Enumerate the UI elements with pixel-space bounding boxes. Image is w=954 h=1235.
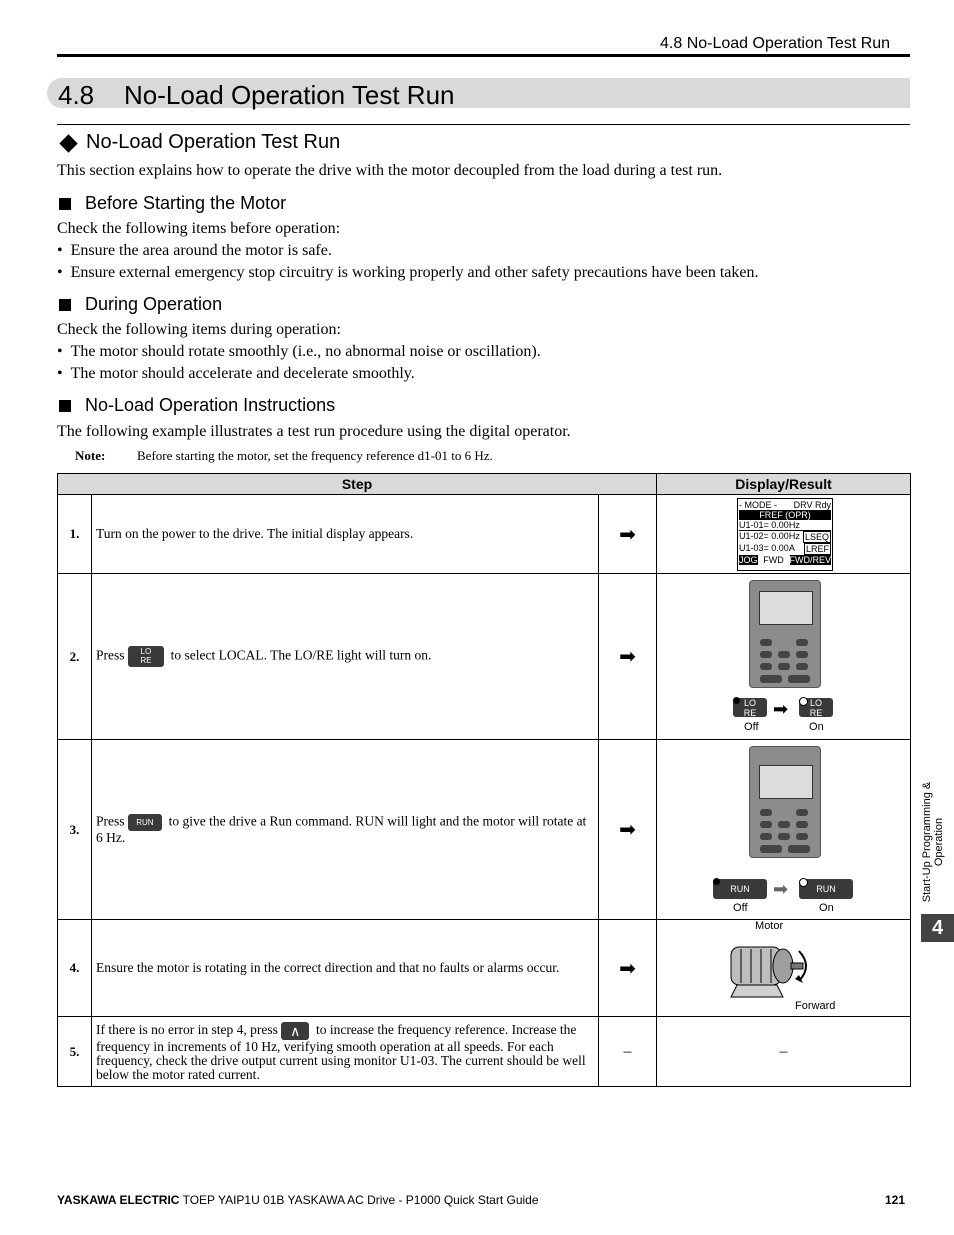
during-item-2: • The motor should accelerate and decelerate smoothly. bbox=[57, 365, 415, 382]
run-key: RUN bbox=[128, 814, 162, 831]
led-off-icon bbox=[713, 878, 720, 885]
lo-re-indicator-off: LO RE bbox=[733, 698, 767, 717]
right-arrow-icon: ➡ bbox=[773, 699, 789, 719]
on-label: On bbox=[819, 902, 834, 914]
diamond-bullet-icon bbox=[59, 134, 77, 152]
keypad-device bbox=[749, 746, 821, 858]
square-bullet-icon bbox=[59, 198, 71, 210]
keypad-device bbox=[749, 580, 821, 688]
right-arrow-icon: ➡ bbox=[599, 920, 657, 1017]
display-placeholder: – bbox=[657, 1017, 911, 1087]
col-header-step: Step bbox=[58, 474, 657, 495]
display-result bbox=[657, 740, 911, 920]
off-label: Off bbox=[744, 721, 759, 733]
step-text: Ensure the motor is rotating in the correct direction and that no faults or alarms occur. bbox=[92, 920, 599, 1017]
table-row bbox=[58, 495, 911, 574]
step-text: If there is no error in step 4, press ∧ to increase the frequency reference. Increase the frequency in increments of 10 Hz, verifying smooth operation at all speeds. For each frequency, check the drive output current using monitor U1-03. The current should be well below the motor rated current. bbox=[92, 1017, 599, 1087]
right-arrow-icon: ➡ bbox=[599, 574, 657, 740]
display-result bbox=[657, 920, 911, 1017]
display-result bbox=[657, 574, 911, 740]
motor-icon bbox=[727, 937, 819, 1001]
subsection-title: No-Load Operation Test Run bbox=[86, 131, 341, 153]
side-tab-number: 4 bbox=[921, 914, 954, 942]
table-header-row bbox=[58, 474, 911, 495]
footer-doc: TOEP YAIP1U 01B YASKAWA AC Drive - P1000 Quick Start Guide bbox=[182, 1193, 539, 1207]
section-number: 4.8 bbox=[58, 80, 95, 110]
during-item-1: • The motor should rotate smoothly (i.e., no abnormal noise or oscillation). bbox=[57, 343, 541, 360]
motor-label: Motor bbox=[755, 920, 784, 932]
lcd-fwd: FWD bbox=[763, 555, 784, 565]
led-on-icon bbox=[799, 697, 808, 706]
before-title: Before Starting the Motor bbox=[85, 193, 287, 213]
lcd-u1-02: U1-02= 0.00Hz bbox=[739, 531, 800, 541]
step-number: 1. bbox=[58, 495, 92, 574]
footer bbox=[57, 1193, 539, 1207]
right-arrow-icon: ➡ bbox=[773, 879, 789, 899]
led-on-icon bbox=[799, 878, 808, 887]
on-label: On bbox=[809, 721, 824, 733]
lcd-mode: - MODE - bbox=[739, 500, 778, 510]
page-number: 121 bbox=[885, 1193, 906, 1207]
section-rule bbox=[57, 124, 910, 125]
subsection-intro: This section explains how to operate the drive with the motor decoupled from the load during a test run. bbox=[57, 162, 723, 179]
before-lead: Check the following items before operation: bbox=[57, 220, 341, 237]
lo-re-indicator-on: LO RE bbox=[799, 698, 833, 717]
side-tab-text: Start-Up Programming & Operation bbox=[921, 781, 945, 903]
step-text: Turn on the power to the drive. The initial display appears. bbox=[92, 495, 599, 574]
lcd-jog: JOG bbox=[739, 555, 758, 565]
col-header-display: Display/Result bbox=[657, 474, 911, 495]
running-head: 4.8 No-Load Operation Test Run bbox=[660, 35, 891, 52]
during-lead: Check the following items during operation: bbox=[57, 321, 341, 338]
section-title: No-Load Operation Test Run bbox=[124, 80, 455, 110]
lcd-fref: FREF (OPR) bbox=[739, 510, 831, 520]
arrow-placeholder: – bbox=[599, 1017, 657, 1087]
step-text: Press RUN to give the drive a Run command. RUN will light and the motor will rotate at 6 Hz. bbox=[92, 740, 599, 920]
step-number: 3. bbox=[58, 740, 92, 920]
square-bullet-icon bbox=[59, 299, 71, 311]
display-result bbox=[657, 495, 911, 574]
led-off-icon bbox=[733, 697, 740, 704]
lcd-status: DRV Rdy bbox=[793, 500, 832, 510]
table-row bbox=[58, 920, 911, 1017]
step-table bbox=[57, 473, 911, 1087]
run-indicator-on: RUN bbox=[799, 879, 853, 899]
off-label: Off bbox=[733, 902, 748, 914]
up-key: ∧ bbox=[281, 1022, 309, 1040]
instructions-lead: The following example illustrates a test run procedure using the digital operator. bbox=[57, 423, 571, 440]
table-row bbox=[58, 740, 911, 920]
note-label: Note: bbox=[75, 448, 106, 463]
lcd-u1-03: U1-03= 0.00A bbox=[739, 543, 795, 553]
step-number: 5. bbox=[58, 1017, 92, 1087]
header-rule bbox=[57, 54, 910, 57]
square-bullet-icon bbox=[59, 400, 71, 412]
right-arrow-icon: ➡ bbox=[599, 495, 657, 574]
step-number: 2. bbox=[58, 574, 92, 740]
step-text: Press LO RE to select LOCAL. The LO/RE light will turn on. bbox=[92, 574, 599, 740]
footer-brand: YASKAWA ELECTRIC bbox=[57, 1193, 180, 1207]
table-row bbox=[58, 574, 911, 740]
during-title: During Operation bbox=[85, 294, 223, 314]
lcd-u1-01: U1-01= 0.00Hz bbox=[739, 520, 800, 530]
table-row bbox=[58, 1017, 911, 1087]
lcd-fwdrev: FWD/REV bbox=[789, 555, 832, 565]
before-item-2: • Ensure external emergency stop circuitry is working properly and other safety precautions have been taken. bbox=[57, 264, 759, 281]
note-text: Before starting the motor, set the frequency reference d1-01 to 6 Hz. bbox=[137, 448, 493, 463]
lcd-display bbox=[737, 498, 833, 571]
step-number: 4. bbox=[58, 920, 92, 1017]
run-indicator-off: RUN bbox=[713, 879, 767, 899]
forward-label: Forward bbox=[795, 1000, 836, 1012]
right-arrow-icon: ➡ bbox=[599, 740, 657, 920]
before-item-1: • Ensure the area around the motor is safe. bbox=[57, 242, 332, 259]
instructions-title: No-Load Operation Instructions bbox=[85, 395, 336, 415]
lo-re-key: LO RE bbox=[128, 646, 164, 667]
lcd-lseq: LSEQ bbox=[805, 532, 830, 542]
lcd-lref: LREF bbox=[806, 544, 830, 554]
